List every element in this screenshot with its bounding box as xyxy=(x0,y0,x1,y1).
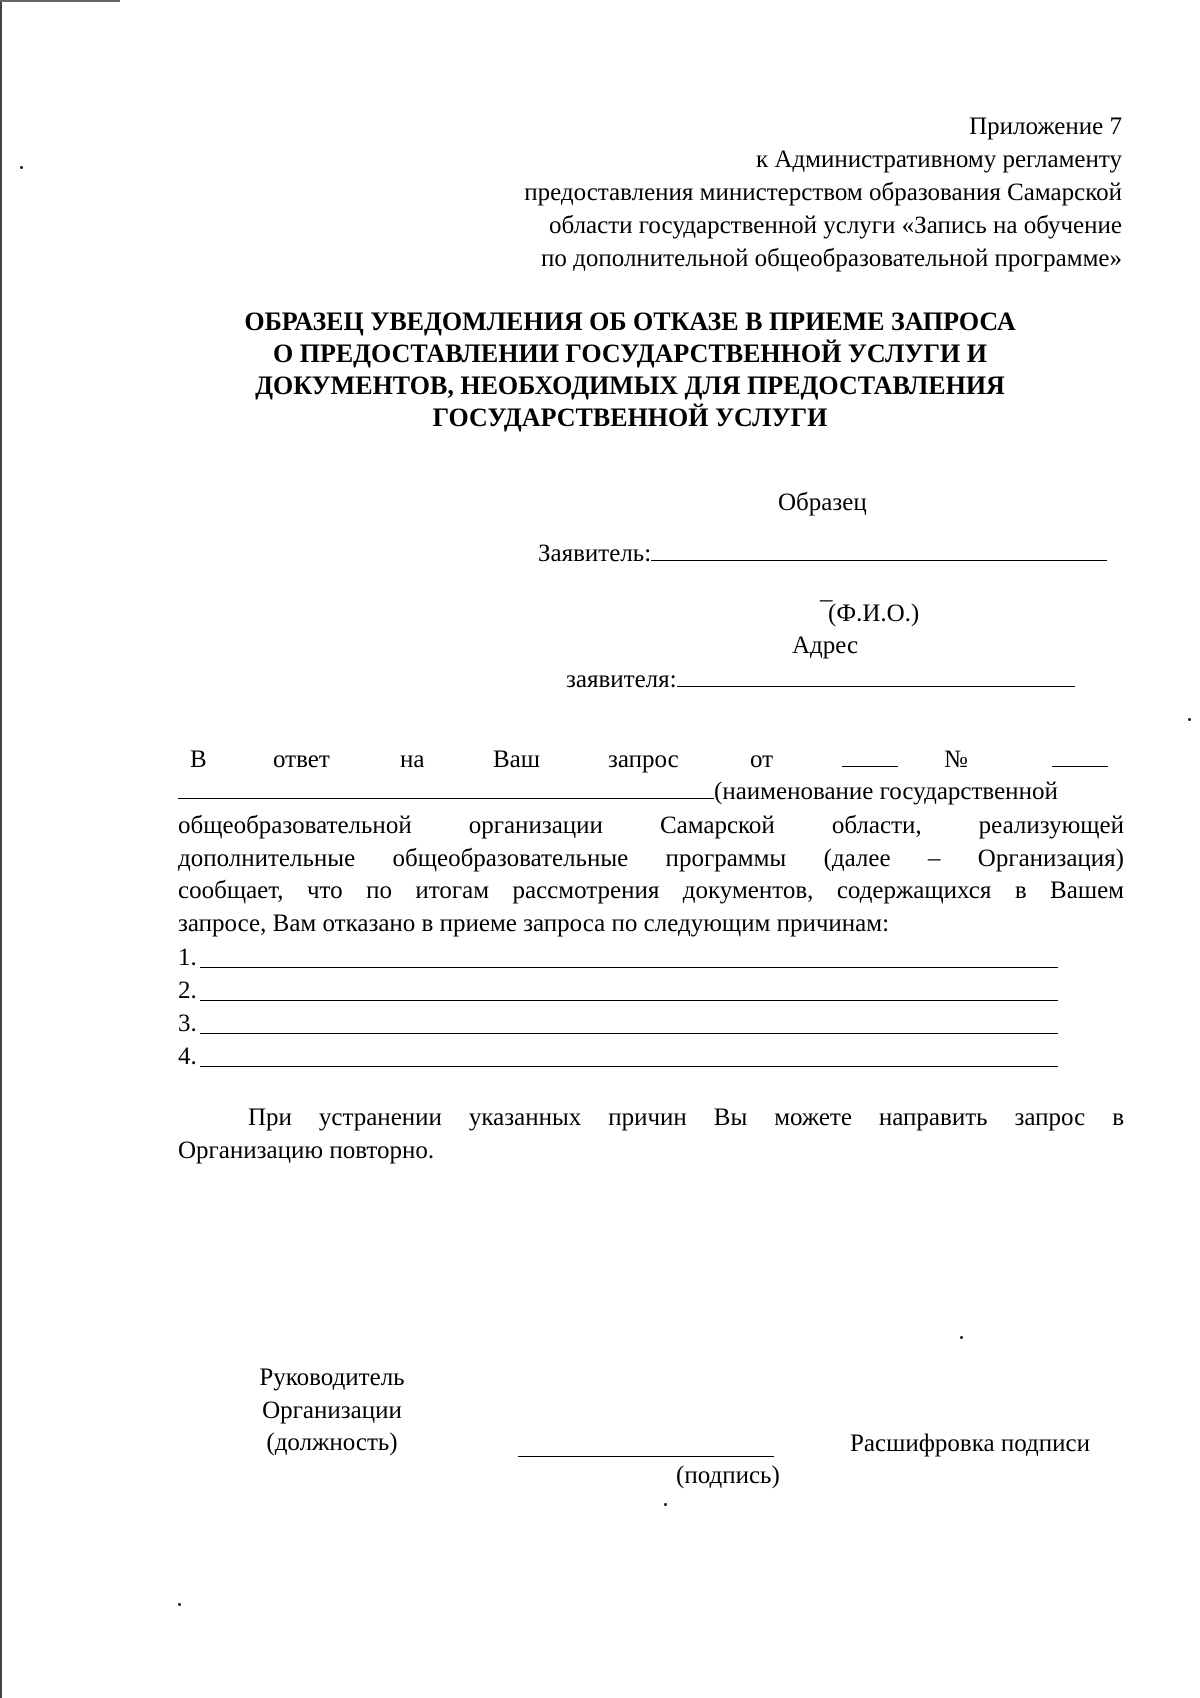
reason-line-2[interactable] xyxy=(178,975,1058,1007)
fio-dash: _ xyxy=(820,577,833,604)
body-w4: Ваш xyxy=(493,746,541,773)
body-paragraph xyxy=(178,810,1124,940)
annex-line: предоставления министерством образования Самарской xyxy=(524,179,1122,206)
body-w5: запрос xyxy=(608,746,679,773)
body-line: запросе, Вам отказано в приеме запроса по следующим причинам: xyxy=(178,909,890,937)
position-line: Организации xyxy=(262,1396,402,1424)
reason-number: 1. xyxy=(178,944,197,971)
reason-number: 3. xyxy=(178,1010,197,1037)
body-w1: В xyxy=(190,746,207,773)
body-w2: ответ xyxy=(273,746,330,773)
closing-line: При устранении указанных причин Вы можете направить запрос в xyxy=(248,1104,1124,1131)
reason-number: 2. xyxy=(178,977,197,1004)
applicant-name-field[interactable] xyxy=(651,538,1107,561)
signature-decode-label: Расшифровка подписи xyxy=(850,1430,1090,1457)
reason-number: 4. xyxy=(178,1043,197,1070)
title-line: ГОСУДАРСТВЕННОЙ УСЛУГИ xyxy=(432,403,828,432)
scan-speck xyxy=(20,166,23,169)
title-line: ОБРАЗЕЦ УВЕДОМЛЕНИЯ ОБ ОТКАЗЕ В ПРИЕМЕ ЗАПРОСА xyxy=(244,307,1016,336)
signatory-position xyxy=(246,1362,418,1460)
closing-paragraph xyxy=(178,1102,1124,1167)
annex-line: Приложение 7 xyxy=(969,113,1122,140)
closing-line: Организацию повторно. xyxy=(178,1136,435,1164)
scan-corner-mark xyxy=(0,0,120,2)
annex-line: области государственной услуги «Запись на обучение xyxy=(548,212,1122,239)
org-name-field[interactable] xyxy=(178,776,714,799)
reason-line-1[interactable] xyxy=(178,942,1058,974)
signature-hint: (подпись) xyxy=(676,1462,780,1489)
request-number-field[interactable] xyxy=(1052,744,1108,776)
reason-line-3[interactable] xyxy=(178,1008,1058,1040)
body-w3: на xyxy=(400,746,425,773)
body-line: сообщает, что по итогам рассмотрения документов, содержащихся в Вашем xyxy=(178,877,1124,904)
scan-edge xyxy=(0,0,2,1698)
org-hint: (наименование государственной xyxy=(714,778,1058,805)
title-line: ДОКУМЕНТОВ, НЕОБХОДИМЫХ ДЛЯ ПРЕДОСТАВЛЕНИЯ xyxy=(255,371,1005,400)
applicant-label: Заявитель: xyxy=(538,540,652,567)
title-line: О ПРЕДОСТАВЛЕНИИ ГОСУДАРСТВЕННОЙ УСЛУГИ И xyxy=(273,339,987,368)
fio-hint: (Ф.И.О.) xyxy=(828,600,920,627)
address-label: Адрес xyxy=(792,632,859,659)
address-field[interactable] xyxy=(677,664,1075,687)
position-line: Руководитель xyxy=(259,1364,405,1391)
request-date-field[interactable] xyxy=(842,744,898,776)
body-line: дополнительные общеобразовательные программы (далее – Организация) xyxy=(178,844,1124,872)
signature-field[interactable] xyxy=(518,1456,774,1457)
document-title xyxy=(190,306,1070,434)
body-w6: от xyxy=(750,746,774,773)
address-label-2: заявителя: xyxy=(566,666,677,693)
scan-speck xyxy=(960,1336,963,1339)
annex-line: к Административному регламенту xyxy=(755,146,1122,173)
body-w7: № xyxy=(944,746,968,773)
applicant-row xyxy=(538,538,1107,570)
reason-line-4[interactable] xyxy=(178,1041,1058,1073)
annex-header xyxy=(382,110,1122,275)
scan-speck xyxy=(178,1603,181,1606)
address-row xyxy=(566,664,1075,696)
org-row xyxy=(178,776,1058,808)
sample-label: Образец xyxy=(778,489,867,516)
position-line: (должность) xyxy=(266,1429,398,1456)
scan-speck xyxy=(1188,718,1191,721)
body-line: общеобразовательной организации Самарской области, реализующей xyxy=(178,812,1124,839)
annex-line: по дополнительной общеобразовательной программе» xyxy=(541,245,1122,272)
scan-speck xyxy=(664,1503,667,1506)
